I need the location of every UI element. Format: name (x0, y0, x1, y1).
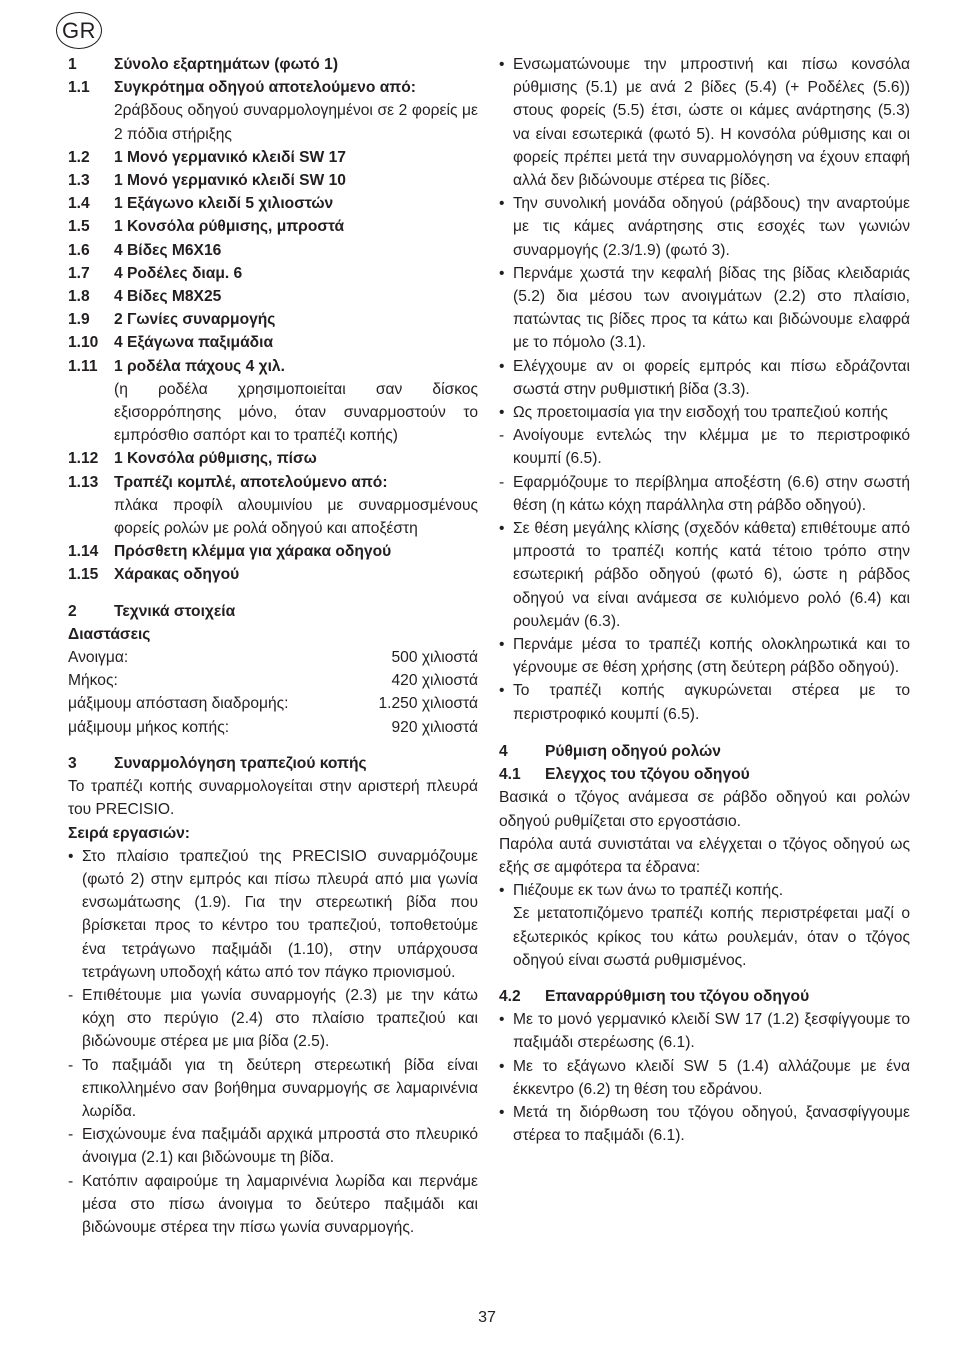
list-item: 1.13 Τραπέζι κομπλέ, αποτελούμενο από: (68, 473, 388, 491)
list-item-continuation: Σε μετατοπιζόμενο τραπέζι κοπής περιστρέφεται μαζί ο εξωτερικός κρίκος του κάτω ρουλεμάν, όταν ο τζόγος οδηγού είναι σωστά ρυθμισμένος. (513, 905, 910, 969)
left-column (68, 53, 478, 1239)
list-item: • Στο πλαίσιο τραπεζιού της PRECISIO συναρμόζουμε (φωτό 2) στην εμπρός και πίσω πλευρά από μια γωνία ενσωμάτωσης (1.9). Για την στερεωτική βίδα που βρίσκεται προς το κέντρο του τραπεζιού, τοποθετούμε ένα τετράγωνο παξιμάδι (1.10), στην υπάρχουσα τετράγωνη υποδοχή κάτω από τον πάγκο πριονισμού. (68, 847, 478, 981)
list-item: 1.11 1 ροδέλα πάχους 4 χιλ. (68, 357, 285, 375)
list-item: 1.5 1 Κονσόλα ρύθμισης, μπροστά (68, 218, 345, 236)
dimensions-heading: Διαστάσεις (68, 625, 151, 643)
list-item: • Με το εξάγωνο κλειδί SW 5 (1.4) αλλάζουμε με ένα έκκεντρο (6.2) τη θέση του εδράνου. (499, 1057, 910, 1098)
list-item: 1.8 4 Βίδες M8X25 (68, 288, 222, 306)
list-item: • Περνάμε χωστά την κεφαλή βίδας της βίδας κλειδαριάς (5.2) δια μέσου των ανοιγμάτων (2.2) στο πλαίσιο, πατώντας τις βίδες προς τα κάτω και βιδώνουμε ελαφρά με το πόμολο (3.1). (499, 264, 910, 352)
list-item: • Μετά τη διόρθωση του τζόγου οδηγού, ξανασφίγγουμε στέρεα το παξιμάδι (6.1). (499, 1103, 910, 1145)
list-item: • Ως προετοιμασία για την εισδοχή του τραπεζιού κοπής (499, 404, 888, 422)
list-item-description: πλάκα προφίλ αλουμινίου με συναρμοσμένους φορείς ρολών με ρολά οδηγού και αποξέστη (114, 496, 478, 538)
section-3-intro: Το τραπέζι κοπής συναρμολογείται στην αριστερή πλευρά του PRECISIO. (68, 778, 478, 819)
list-item: 1.7 4 Ροδέλες διαμ. 6 (68, 264, 243, 282)
list-item: 1.4 1 Εξάγωνο κλειδί 5 χιλιοστών (68, 195, 334, 213)
list-item: 1.6 4 Βίδες M6X16 (68, 241, 222, 259)
section-4-1-heading: 4.1 Ελεγχος του τζόγου οδηγού (499, 766, 750, 784)
list-item: • Ενσωματώνουμε την μπροστινή και πίσω κονσόλα ρύθμισης (5.1) με ανά 2 βίδες (5.4) (+ Ροδέλες (5.6)) στους φορείς (5.5) έτσι, ώστε οι κάμες ανάρτησης (5.3) να είναι εσωτερικά (φωτό 5). Η κονσόλα ρύθμισης και οι φορείς πρέπει μετά την συναρμολόγηση να έχουν επαφή αλλά δεν βιδώνουμε στέρεα τις βίδες. (499, 56, 910, 190)
section-2-heading: 2 Τεχνικά στοιχεία (68, 602, 236, 620)
list-item: • Το τραπέζι κοπής αγκυρώνεται στέρεα με το περιστροφικό κουμπί (6.5). (499, 682, 910, 723)
list-item-description: 2ράβδους οδηγού συναρμολογημένοι σε 2 φορείς με 2 πόδια στήριξης (114, 102, 478, 143)
list-item: 1.3 1 Μονό γερμανικό κλειδί SW 10 (68, 172, 346, 190)
list-item: - Εφαρμόζουμε το περίβλημα αποξέστη (6.6) στην σωστή θέση (η κάτω κόχη παράλληλα στη ράβδο οδηγού). (499, 473, 910, 514)
list-item: 1.15 Χάρακας οδηγού (68, 566, 240, 584)
list-item: - Το παξιμάδι για τη δεύτερη στερεωτική βίδα είναι επικολλημένο σαν βοήθημα συναρμογής σε λαμαρινένια λωρίδα. (68, 1056, 478, 1120)
dimension-row: Μήκος: 420 χιλιοστά (68, 672, 478, 690)
list-item: - Ανοίγουμε εντελώς την κλέμμα με το περιστροφικό κουμπί (6.5). (499, 427, 910, 468)
list-item: • Την συνολική μονάδα οδηγού (ράβδους) την αναρτούμε με τις κάμες ανάρτησης στις εσοχές των γωνιών συναρμογής (2.3/1.9) (φωτό 3). (499, 195, 910, 259)
list-item-description: (η ροδέλα χρησιμοποιείται σαν δίσκος εξισορρόπησης μόνο, όταν συναρμοστούν το εμπρόσθιο σαπόρτ και το τραπέζι κοπής) (114, 380, 478, 445)
list-item: • Περνάμε μέσα το τραπέζι κοπής ολοκληρωτικά και το γέρνουμε σε θέση χρήσης (στη δεύτερη ράβδο οδηγού). (499, 636, 910, 677)
list-item: 1.2 1 Μονό γερμανικό κλειδί SW 17 (68, 148, 346, 166)
section-1-heading: 1 Σύνολο εξαρτημάτων (φωτό 1) (68, 56, 339, 73)
list-item: - Εισχώνουμε ένα παξιμάδι αρχικά μπροστά στο πλευρικό άνοιγμα (2.1) και βιδώνουμε τη βίδα. (68, 1126, 478, 1167)
list-item: 1.10 4 Εξάγωνα παξιμάδια (68, 334, 274, 352)
paragraph: Παρόλα αυτά συνιστάται να ελέγχεται ο τζόγος οδηγού ως εξής σε αμφότερα τα έδρανα: (499, 835, 910, 876)
list-item: - Κατόπιν αφαιρούμε τη λαμαρινένια λωρίδα και περνάμε μέσα στο πίσω άνοιγμα το δεύτερο παξιμάδι και βιδώνουμε στέρεα την πίσω γωνία συναρμογής. (68, 1172, 478, 1236)
list-item: • Σε θέση μεγάλης κλίσης (σχεδόν κάθετα) επιθέτουμε από μπροστά το τραπέζι κοπής κατά τέτοιο τρόπο στην εσωτερική ράβδο οδηγού (φωτό 6), ώστε η ράβδος οδηγού να είναι ανάμεσα σε κυλιόμενο ρολό (6.4) και ρουλεμάν (6.3). (499, 520, 910, 630)
section-4-heading: 4 Ρύθμιση οδηγού ρολών (499, 742, 721, 760)
list-item: 1.14 Πρόσθετη κλέμμα για χάρακα οδηγού (68, 543, 392, 561)
list-item: - Επιθέτουμε μια γωνία συναρμογής (2.3) με την κάτω κόχη στο περύγιο (2.4) στο πλαίσιο τραπεζιού και βιδώνουμε στέρεα με μια βίδα (2.5). (68, 986, 478, 1051)
page-number: 37 (478, 1309, 496, 1326)
section-4-2-heading: 4.2 Επαναρρύθμιση του τζόγου οδηγού (499, 987, 810, 1005)
list-item: • Πιέζουμε εκ των άνω το τραπέζι κοπής. (499, 882, 784, 900)
list-item: 1.9 2 Γωνίες συναρμογής (68, 311, 276, 329)
dimension-row: μάξιμουμ μήκος κοπής: 920 χιλιοστά (68, 718, 478, 736)
work-order-heading: Σειρά εργασιών: (68, 824, 191, 842)
list-item: • Με το μονό γερμανικό κλειδί SW 17 (1.2) ξεσφίγγουμε το παξιμάδι στερέωσης (6.1). (499, 1011, 910, 1052)
section-3-heading: 3 Συναρμολόγηση τραπεζιού κοπής (68, 754, 367, 772)
list-item: 1.1 Συγκρότημα οδηγού αποτελούμενο από: (68, 79, 416, 97)
list-item: • Ελέγχουμε αν οι φορείς εμπρός και πίσω εδράζονται σωστά στην ρυθμιστική βίδα (3.3). (499, 357, 910, 398)
language-badge: GR (56, 12, 102, 49)
dimension-row: Ανοιγμα: 500 χιλιοστά (68, 649, 478, 667)
right-column (499, 53, 910, 1147)
dimension-row: μάξιμουμ απόσταση διαδρομής: 1.250 χιλιοστά (68, 695, 478, 713)
paragraph: Βασικά ο τζόγος ανάμεσα σε ράβδο οδηγού και ρολών οδηγού ρυθμίζεται στο εργοστάσιο. (499, 789, 910, 830)
list-item: 1.12 1 Κονσόλα ρύθμισης, πίσω (68, 450, 317, 468)
